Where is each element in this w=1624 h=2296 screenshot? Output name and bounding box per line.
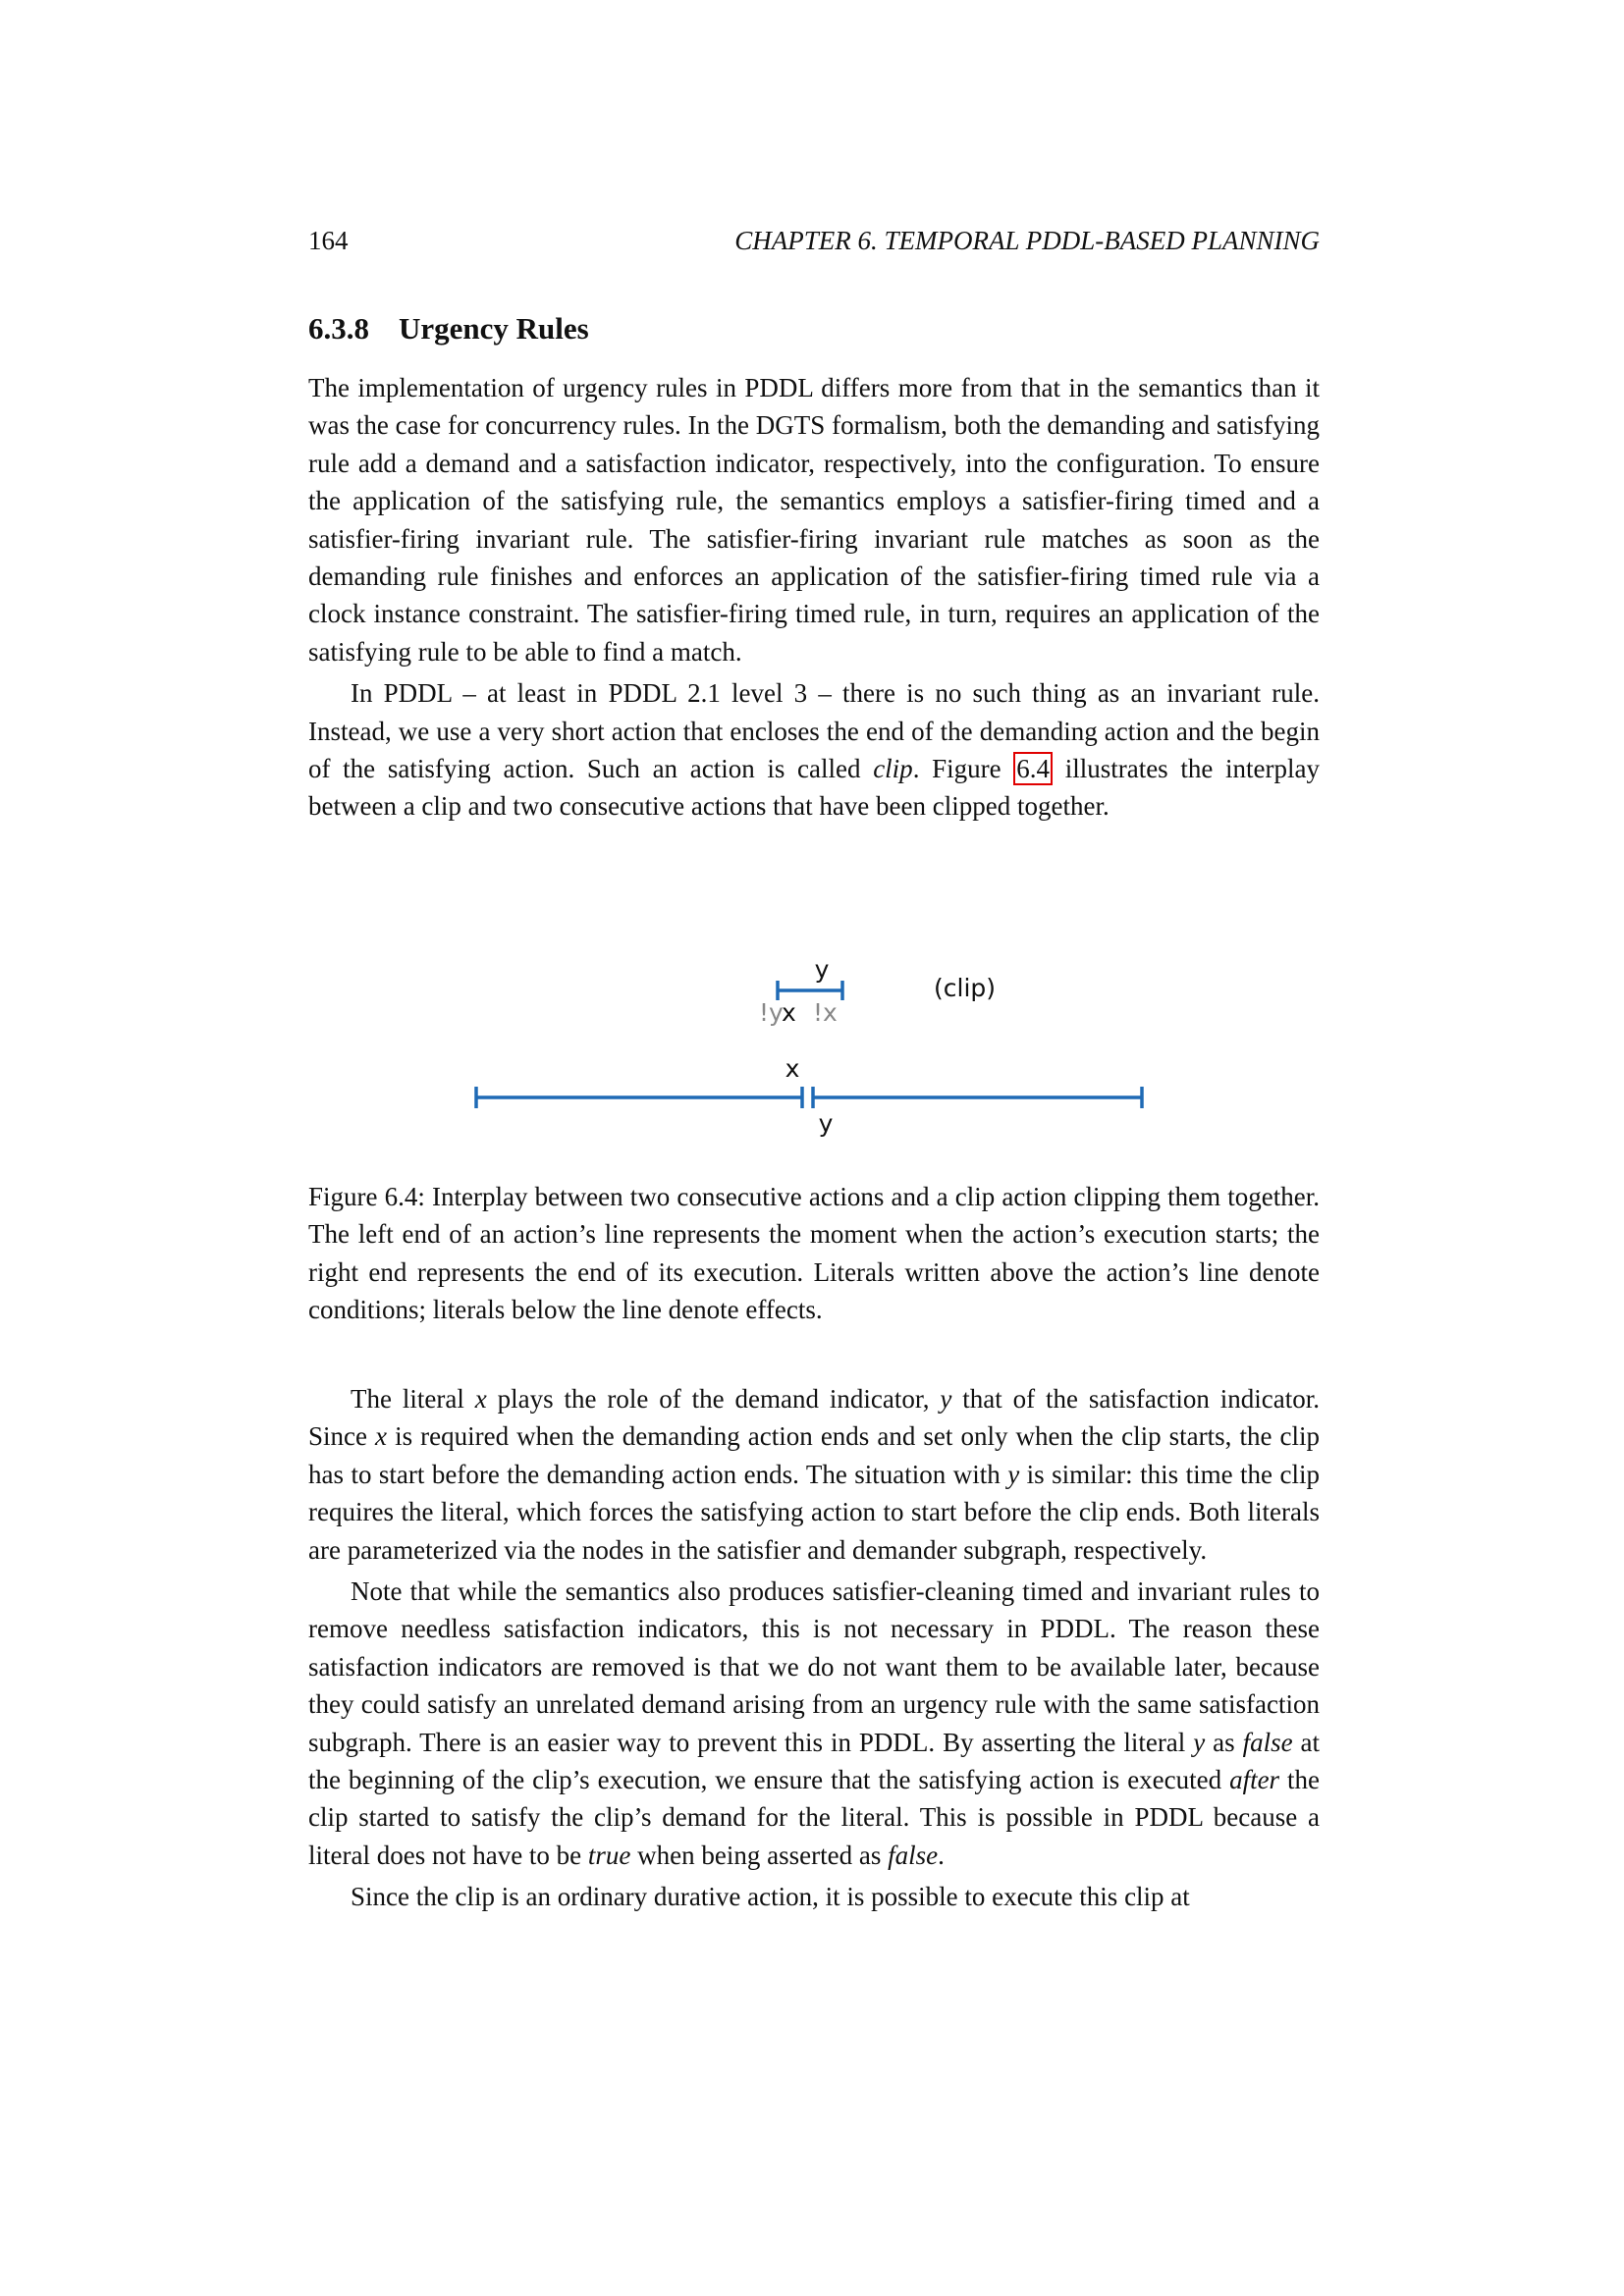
clip-effect-not-x: !x — [813, 998, 838, 1027]
figure-diagram — [308, 942, 1320, 1139]
paragraph-4-text-c: at the beginning of the clip’s execution, we ensure that the satisfying action is executed — [308, 1727, 1320, 1795]
figure-6-4 — [308, 942, 1320, 1139]
figure-reference-link[interactable]: 6.4 — [1013, 752, 1053, 785]
clip-effect-not-y: !y — [759, 998, 784, 1027]
paragraph-5: Since the clip is an ordinary durative action, it is possible to execute this clip at — [351, 1882, 1190, 1912]
demanding-end-condition-x: x — [785, 1054, 800, 1083]
paragraph-4-text-f: . — [938, 1840, 945, 1870]
paragraph-4-text-e: when being asserted as — [630, 1840, 889, 1870]
paragraph-2-text-a: In PDDL – at least in PDDL 2.1 level 3 – there is no such thing as an invariant rule. Instead, we use a very short action that encloses the end of the demanding action and the begin of the satisfying action. Such an action is called — [308, 678, 1320, 784]
clip-label: (clip) — [934, 974, 997, 1002]
paragraph-3-text-e: is similar: this time the clip requires the literal, which forces the satisfying action to start before the clip ends. Both literals are parameterized via the nodes in the satisfier and demander subgraph, respectively. — [308, 1459, 1320, 1565]
paragraph-3 — [308, 1380, 1320, 1569]
section-heading — [308, 309, 589, 348]
section-title: Urgency Rules — [399, 311, 589, 346]
page-number: 164 — [308, 226, 349, 255]
paragraph-2-text-c: illustrates the interplay between a clip and two consecutive actions that have been clipped together. — [308, 754, 1320, 822]
paragraph-4-text-a: Note that while the semantics also produces satisfier-cleaning timed and invariant rules to remove needless satisfaction indicators, this is not necessary in PDDL. The reason these satisfaction indicators are removed is that we do not want them to be available later, because they could satisfy an unrelated demand arising from an urgency rule with the same satisfaction subgraph. There is an easier way to prevent this in PDDL. By asserting the literal — [308, 1576, 1320, 1757]
clip-condition-y: y — [814, 955, 830, 984]
demanding-action-line — [476, 1087, 802, 1108]
literal-y: y — [1193, 1727, 1206, 1757]
term-true: true — [587, 1840, 631, 1870]
paragraph-4-text-b: as — [1205, 1727, 1243, 1757]
paragraph-4-text-d: the clip started to satisfy the clip’s demand for the literal. This is possible in PDDL because a literal does not have to be — [308, 1765, 1320, 1870]
satisfying-action-line — [813, 1087, 1142, 1108]
paragraph-3-text-d: is required when the demanding action ends and set only when the clip starts, the clip has to start before the demanding action ends. The situation with — [308, 1421, 1320, 1489]
satisfying-start-effect-y: y — [818, 1109, 834, 1138]
paragraph-4 — [308, 1573, 1320, 1874]
term-false: false — [1242, 1727, 1293, 1757]
body-text-top — [308, 369, 1320, 826]
term-after: after — [1229, 1765, 1280, 1795]
literal-y: y — [1007, 1459, 1020, 1489]
paragraph-3-text-c: that of the satisfaction indicator. Since — [308, 1384, 1320, 1452]
literal-x: x — [375, 1421, 388, 1452]
body-text-bottom — [308, 1380, 1320, 1916]
term-false: false — [888, 1840, 939, 1870]
paragraph-2 — [308, 674, 1320, 826]
literal-x: x — [474, 1384, 487, 1414]
paragraph-3-text-a: The literal — [351, 1384, 475, 1414]
clip-action-line — [778, 981, 842, 1000]
paragraph-3-text-b: plays the role of the demand indicator, — [486, 1384, 941, 1414]
paragraph-2-text-b: . Figure — [912, 754, 1014, 784]
term-clip: clip — [873, 754, 913, 784]
figure-caption: Figure 6.4: Interplay between two consecutive actions and a clip action clipping them together. The left end of an action’s line represents the moment when the action’s execution starts; the right end represents the end of its execution. Literals written above the action’s line denote conditions; literals below the line denote effects. — [308, 1182, 1320, 1325]
paragraph-1: The implementation of urgency rules in PDDL differs more from that in the semantics than it was the case for concurrency rules. In the DGTS formalism, both the demanding and satisfying rule add a demand and a satisfaction indicator, respectively, into the configuration. To ensure the application of the satisfying rule, the semantics employs a satisfier-firing timed and a satisfier-firing invariant rule. The satisfier-firing invariant rule matches as soon as the demanding rule finishes and enforces an application of the satisfier-firing timed rule via a clock instance constraint. The satisfier-firing timed rule, in turn, requires an application of the satisfying rule to be able to find a match. — [308, 373, 1320, 667]
chapter-title: CHAPTER 6. TEMPORAL PDDL-BASED PLANNING — [734, 226, 1320, 255]
clip-effect-x: x — [782, 998, 796, 1027]
literal-y: y — [940, 1384, 952, 1414]
section-number: 6.3.8 — [308, 311, 369, 346]
